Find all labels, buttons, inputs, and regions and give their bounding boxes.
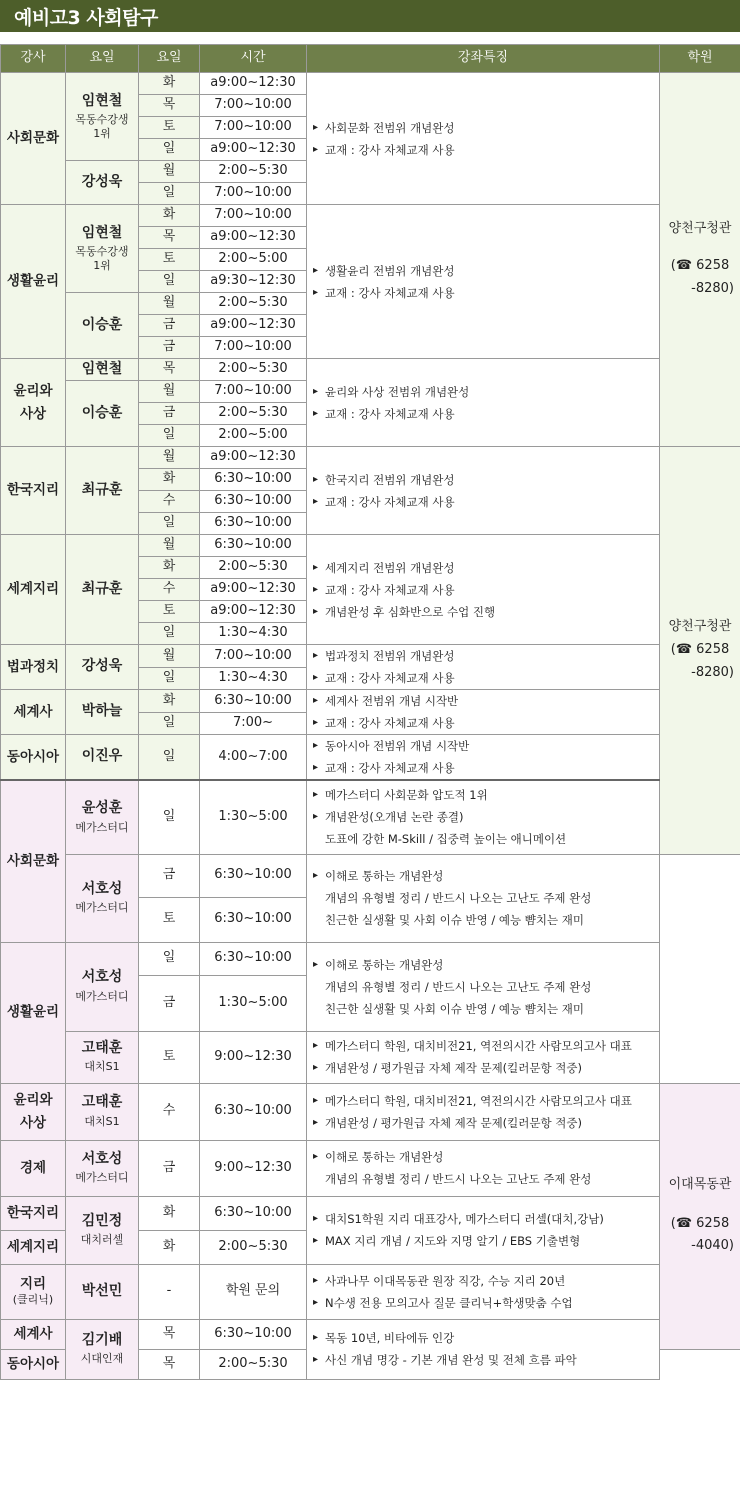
time-cell: 6:30~10:00: [200, 897, 307, 942]
header-academy: 학원: [660, 45, 740, 73]
time-cell: a9:00~12:30: [200, 601, 307, 623]
instructor-cell: [66, 735, 139, 781]
feature-cell: [307, 1083, 660, 1140]
day-cell: 토: [139, 249, 200, 271]
instructor-affiliation: 대치러셀: [80, 1233, 124, 1247]
day-cell: 일: [139, 780, 200, 854]
instructor-note: 1위: [93, 126, 111, 140]
day-cell: 금: [139, 1140, 200, 1196]
instructor-cell: [66, 161, 139, 205]
instructor-affiliation: 메가스터디: [75, 1171, 129, 1185]
instructor-cell: [66, 942, 139, 1031]
instructor-cell: [66, 1196, 139, 1264]
feature-line: ▸ 교재 : 강사 자체교재 사용: [313, 712, 653, 734]
feature-cell: [307, 73, 660, 205]
time-cell: 7:00~10:00: [200, 337, 307, 359]
day-cell: 일: [139, 735, 200, 781]
time-cell: 2:00~5:00: [200, 425, 307, 447]
feature-line: ▸ 사신 개념 명강 - 기본 개념 완성 및 전체 흐름 파악: [313, 1349, 653, 1371]
day-cell: 목: [139, 1319, 200, 1349]
time-cell: 6:30~10:00: [200, 535, 307, 557]
header-day-2: 요일: [139, 45, 200, 73]
instructor-name: 박선민: [81, 1282, 123, 1299]
time-cell: 7:00~10:00: [200, 381, 307, 403]
day-cell: 월: [139, 535, 200, 557]
day-cell: 수: [139, 491, 200, 513]
feature-cell: [307, 942, 660, 1031]
feature-cell: [307, 1031, 660, 1083]
instructor-affiliation: 메가스터디: [75, 989, 129, 1003]
instructor-cell: [66, 854, 139, 942]
subject-line-2: 사상: [19, 405, 47, 422]
instructor-cell: [66, 780, 139, 854]
time-cell: a9:00~12:30: [200, 315, 307, 337]
instructor-cell: [66, 1264, 139, 1319]
instructor-note: 목동수강생: [75, 245, 129, 258]
instructor-cell: [66, 645, 139, 690]
feature-line: ▸ 개념완성 / 평가원급 자체 제작 문제(킬러문항 적중): [313, 1112, 653, 1134]
academy-phone-2: -8280): [691, 664, 734, 680]
day-cell: -: [139, 1264, 200, 1319]
instructor-name: 임현철: [81, 360, 123, 377]
instructor-name: 이진우: [81, 748, 123, 765]
subject-line-1: 윤리와: [13, 1091, 53, 1108]
feature-line: ▸ 교재 : 강사 자체교재 사용: [313, 491, 653, 513]
day-cell: 일: [139, 139, 200, 161]
instructor-affiliation: 대치S1: [84, 1114, 120, 1128]
day-cell: 일: [139, 623, 200, 645]
instructor-cell: [66, 1083, 139, 1140]
instructor-name: 김기배: [81, 1331, 123, 1348]
instructor-cell: [66, 359, 139, 381]
time-cell: 1:30~4:30: [200, 667, 307, 690]
feature-cell: [307, 1140, 660, 1196]
time-cell: a9:00~12:30: [200, 227, 307, 249]
day-cell: 목: [139, 1349, 200, 1379]
instructor-name: 최규훈: [81, 580, 123, 597]
header-time: 시간: [200, 45, 307, 73]
header-features: 강좌특징: [307, 45, 660, 73]
feature-cell: [307, 447, 660, 535]
academy-phone: (☎ 6258: [670, 1215, 730, 1231]
instructor-cell: [66, 1319, 139, 1379]
subject-cell: 세계지리: [1, 1230, 66, 1264]
subject-line-2: (클리닉): [12, 1293, 54, 1307]
day-cell: 목: [139, 227, 200, 249]
feature-cell: [307, 1264, 660, 1319]
day-cell: 월: [139, 447, 200, 469]
feature-line: ▸ 교재 : 강사 자체교재 사용: [313, 579, 653, 601]
day-cell: 금: [139, 315, 200, 337]
instructor-affiliation: 메가스터디: [75, 820, 129, 834]
feature-cell: [307, 780, 660, 854]
schedule-table: [0, 44, 740, 1380]
time-cell: a9:00~12:30: [200, 447, 307, 469]
subject-line-2: 사상: [19, 1114, 47, 1131]
day-cell: 월: [139, 645, 200, 668]
instructor-name: 윤성훈: [81, 800, 123, 817]
time-cell: 2:00~5:30: [200, 1230, 307, 1264]
feature-line: ▸ 사회문화 전범위 개념완성: [313, 117, 653, 139]
instructor-affiliation: 대치S1: [84, 1060, 120, 1074]
header-row: [1, 45, 740, 73]
day-cell: 화: [139, 205, 200, 227]
time-cell: 6:30~10:00: [200, 1083, 307, 1140]
day-cell: 토: [139, 1031, 200, 1083]
time-cell: 2:00~5:30: [200, 557, 307, 579]
feature-line: ▸ 교재 : 강사 자체교재 사용: [313, 139, 653, 161]
time-cell: a9:00~12:30: [200, 139, 307, 161]
feature-line: ▸ 메가스터디 학원, 대치비전21, 역전의시간 사람모의고사 대표: [313, 1035, 653, 1057]
instructor-name: 이승훈: [81, 404, 123, 421]
day-cell: 금: [139, 854, 200, 897]
feature-line: ▸ 세계지리 전범위 개념완성: [313, 557, 653, 579]
feature-line: ▸ 메가스터디 사회문화 압도적 1위: [313, 784, 653, 806]
feature-line: ▸ 사과나무 이대목동관 원장 직강, 수능 지리 20년: [313, 1270, 653, 1292]
feature-line: ▸ 교재 : 강사 자체교재 사용: [313, 667, 653, 689]
day-cell: 일: [139, 271, 200, 293]
day-cell: 화: [139, 1230, 200, 1264]
day-cell: 수: [139, 1083, 200, 1140]
subject-line-1: 윤리와: [13, 382, 53, 399]
time-cell: 6:30~10:00: [200, 942, 307, 975]
subject-cell: 경제: [1, 1140, 66, 1196]
feature-line: ▸ 동아시아 전범위 개념 시작반: [313, 735, 653, 757]
time-cell: 7:00~10:00: [200, 645, 307, 668]
day-cell: 일: [139, 425, 200, 447]
time-cell: 1:30~4:30: [200, 623, 307, 645]
feature-line: 개념의 유형별 정리 / 반드시 나오는 고난도 주제 완성: [325, 1172, 592, 1186]
time-cell: 2:00~5:00: [200, 249, 307, 271]
feature-line: ▸ 한국지리 전범위 개념완성: [313, 469, 653, 491]
time-cell: a9:00~12:30: [200, 579, 307, 601]
time-cell: 학원 문의: [200, 1264, 307, 1319]
instructor-name: 고태훈: [81, 1094, 123, 1111]
academy-cell: [660, 447, 740, 855]
day-cell: 수: [139, 579, 200, 601]
day-cell: 일: [139, 667, 200, 690]
academy-phone-2: -4040): [691, 1238, 734, 1254]
feature-line: ▸ 개념완성(오개념 논란 종결): [313, 806, 653, 828]
feature-line: ▸ 대치S1학원 지리 대표강사, 메가스터디 러셀(대치,강남): [313, 1208, 653, 1230]
subject-cell: 세계사: [1, 690, 66, 735]
feature-line: 도표에 강한 M-Skill / 집중력 높이는 애니메이션: [325, 832, 567, 847]
feature-line: ▸ 이해로 통하는 개념완성: [313, 1146, 653, 1168]
header-day-1: 요일: [66, 45, 139, 73]
instructor-name: 서호성: [81, 880, 123, 897]
time-cell: 2:00~5:30: [200, 293, 307, 315]
instructor-cell: [66, 205, 139, 293]
feature-cell: [307, 854, 660, 942]
time-cell: 6:30~10:00: [200, 690, 307, 713]
subject-cell: 생활윤리: [1, 942, 66, 1083]
time-cell: 7:00~: [200, 712, 307, 735]
time-cell: 2:00~5:30: [200, 403, 307, 425]
academy-name: 이대목동관: [668, 1176, 732, 1192]
instructor-cell: [66, 293, 139, 359]
day-cell: 토: [139, 897, 200, 942]
time-cell: 6:30~10:00: [200, 1319, 307, 1349]
instructor-name: 서호성: [81, 1150, 123, 1167]
instructor-cell: [66, 1031, 139, 1083]
instructor-cell: [66, 690, 139, 735]
day-cell: 일: [139, 513, 200, 535]
instructor-note: 목동수강생: [75, 113, 129, 126]
academy-cell: [660, 1083, 740, 1349]
subject-cell: [1, 1264, 66, 1319]
day-cell: 토: [139, 601, 200, 623]
time-cell: 7:00~10:00: [200, 205, 307, 227]
time-cell: 2:00~5:30: [200, 161, 307, 183]
day-cell: 화: [139, 469, 200, 491]
feature-cell: [307, 1319, 660, 1379]
subject-cell: 한국지리: [1, 447, 66, 535]
day-cell: 월: [139, 381, 200, 403]
time-cell: 6:30~10:00: [200, 854, 307, 897]
day-cell: 일: [139, 712, 200, 735]
time-cell: a9:30~12:30: [200, 271, 307, 293]
day-cell: 화: [139, 557, 200, 579]
instructor-name: 서호성: [81, 969, 123, 986]
feature-line: 친근한 실생활 및 사회 이슈 반영 / 예능 뺨치는 재미: [325, 913, 584, 927]
feature-cell: [307, 645, 660, 690]
feature-cell: [307, 535, 660, 645]
feature-line: ▸ 이해로 통하는 개념완성: [313, 954, 653, 976]
subject-cell: 동아시아: [1, 735, 66, 781]
page-title: 예비고3 사회탐구: [14, 7, 158, 29]
instructor-name: 김민정: [81, 1212, 123, 1229]
day-cell: 금: [139, 975, 200, 1031]
academy-phone: (☎ 6258: [670, 258, 730, 274]
academy-name: 양천구청관: [668, 619, 732, 635]
time-cell: 1:30~5:00: [200, 780, 307, 854]
instructor-cell: [66, 535, 139, 645]
time-cell: 2:00~5:30: [200, 1349, 307, 1379]
instructor-affiliation: 메가스터디: [75, 901, 129, 915]
feature-cell: [307, 1196, 660, 1264]
feature-line: ▸ 개념완성 / 평가원급 자체 제작 문제(킬러문항 적중): [313, 1057, 653, 1079]
instructor-name: 강성욱: [81, 658, 123, 675]
time-cell: 2:00~5:30: [200, 359, 307, 381]
instructor-cell: [66, 1140, 139, 1196]
time-cell: 9:00~12:30: [200, 1031, 307, 1083]
subject-cell: 세계사: [1, 1319, 66, 1349]
instructor-name: 박하늘: [81, 703, 123, 720]
instructor-name: 이승훈: [81, 316, 123, 333]
subject-cell: 생활윤리: [1, 205, 66, 359]
day-cell: 화: [139, 73, 200, 95]
academy-phone-2: -8280): [691, 280, 734, 296]
subject-cell: 사회문화: [1, 780, 66, 942]
day-cell: 목: [139, 95, 200, 117]
subject-cell: [1, 1083, 66, 1140]
subject-cell: 한국지리: [1, 1196, 66, 1230]
instructor-name: 임현철: [81, 224, 123, 241]
time-cell: 7:00~10:00: [200, 183, 307, 205]
day-cell: 월: [139, 161, 200, 183]
instructor-name: 고태훈: [81, 1039, 123, 1056]
instructor-affiliation: 시대인재: [80, 1352, 124, 1366]
instructor-cell: [66, 73, 139, 161]
feature-line: ▸ 이해로 통하는 개념완성: [313, 865, 653, 887]
day-cell: 화: [139, 690, 200, 713]
academy-phone: (☎ 6258: [670, 641, 730, 657]
time-cell: 6:30~10:00: [200, 513, 307, 535]
day-cell: 화: [139, 1196, 200, 1230]
schedule-table-wrapper: [0, 44, 740, 1380]
instructor-note: 1위: [93, 258, 111, 272]
feature-cell: [307, 205, 660, 359]
feature-line: ▸ 생활윤리 전범위 개념완성: [313, 260, 653, 282]
feature-line: ▸ 목동 10년, 비타에듀 인강: [313, 1327, 653, 1349]
day-cell: 월: [139, 293, 200, 315]
academy-name: 양천구청관: [668, 221, 732, 237]
instructor-name: 임현철: [81, 92, 123, 109]
feature-line: ▸ 교재 : 강사 자체교재 사용: [313, 403, 653, 425]
time-cell: 4:00~7:00: [200, 735, 307, 781]
subject-cell: 사회문화: [1, 73, 66, 205]
instructor-cell: [66, 381, 139, 447]
academy-cell: [660, 73, 740, 447]
feature-line: 개념의 유형별 정리 / 반드시 나오는 고난도 주제 완성: [325, 891, 592, 905]
subject-cell: 동아시아: [1, 1349, 66, 1379]
time-cell: 7:00~10:00: [200, 95, 307, 117]
feature-line: ▸ 교재 : 강사 자체교재 사용: [313, 757, 653, 779]
day-cell: 일: [139, 942, 200, 975]
time-cell: 6:30~10:00: [200, 491, 307, 513]
time-cell: 1:30~5:00: [200, 975, 307, 1031]
feature-line: ▸ N수생 전용 모의고사 질문 클리닉+학생맞춤 수업: [313, 1292, 653, 1314]
feature-line: ▸ 개념완성 후 심화반으로 수업 진행: [313, 601, 653, 623]
feature-line: ▸ 세계사 전범위 개념 시작반: [313, 690, 653, 712]
instructor-cell: [66, 447, 139, 535]
subject-cell: [1, 359, 66, 447]
subject-cell: 법과정치: [1, 645, 66, 690]
feature-line: 친근한 실생활 및 사회 이슈 반영 / 예능 뺨치는 재미: [325, 1001, 584, 1016]
instructor-name: 강성욱: [81, 173, 123, 190]
feature-cell: [307, 690, 660, 735]
time-cell: 6:30~10:00: [200, 469, 307, 491]
instructor-name: 최규훈: [81, 481, 123, 498]
feature-line: ▸ MAX 지리 개념 / 지도와 지명 알기 / EBS 기출변형: [313, 1230, 653, 1252]
day-cell: 금: [139, 403, 200, 425]
feature-line: ▸ 윤리와 사상 전범위 개념완성: [313, 381, 653, 403]
time-cell: 6:30~10:00: [200, 1196, 307, 1230]
feature-cell: [307, 359, 660, 447]
day-cell: 일: [139, 183, 200, 205]
time-cell: 7:00~10:00: [200, 117, 307, 139]
title-banner: [0, 0, 740, 32]
subject-cell: 세계지리: [1, 535, 66, 645]
feature-line: ▸ 법과정치 전범위 개념완성: [313, 645, 653, 667]
time-cell: 9:00~12:30: [200, 1140, 307, 1196]
day-cell: 토: [139, 117, 200, 139]
day-cell: 금: [139, 337, 200, 359]
time-cell: a9:00~12:30: [200, 73, 307, 95]
header-instructor: 강사: [1, 45, 66, 73]
subject-line-1: 지리: [19, 1276, 47, 1293]
feature-line: ▸ 메가스터디 학원, 대치비전21, 역전의시간 사람모의고사 대표: [313, 1090, 653, 1112]
feature-line: 개념의 유형별 정리 / 반드시 나오는 고난도 주제 완성: [325, 979, 592, 994]
feature-cell: [307, 735, 660, 781]
day-cell: 목: [139, 359, 200, 381]
feature-line: ▸ 교재 : 강사 자체교재 사용: [313, 282, 653, 304]
